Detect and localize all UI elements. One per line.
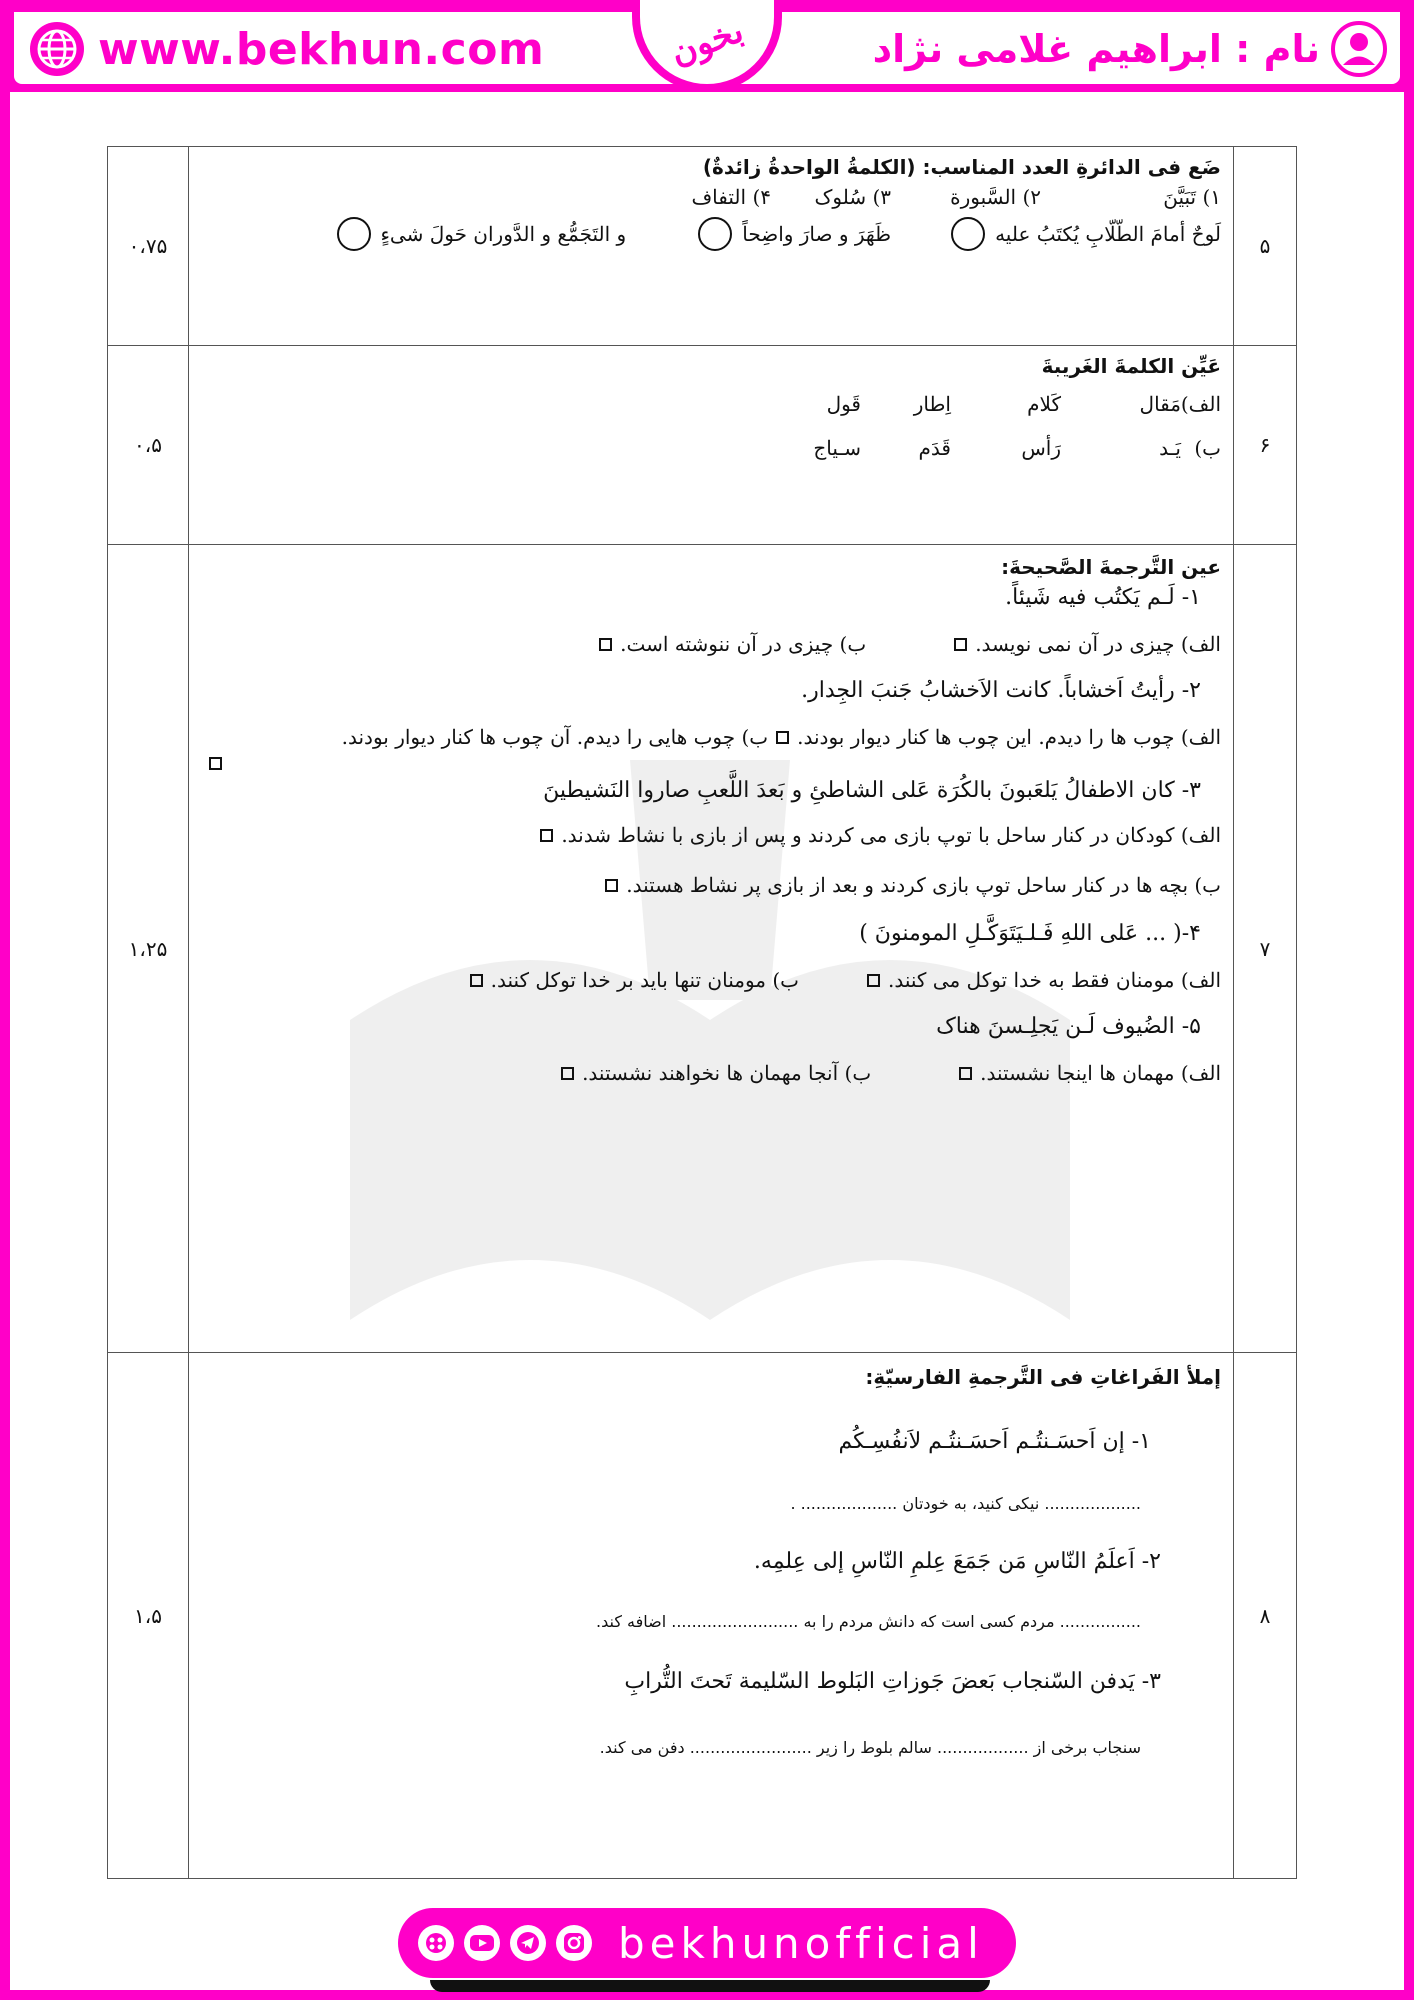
choice-a: الف) چوب ها را دیدم. این چوب ها کنار دیوار بودند.	[797, 725, 1221, 749]
exam-table	[107, 146, 1297, 1879]
choice-b: ب) چیزی در آن ننوشته است.	[620, 632, 867, 656]
question-title: إملأ الفَراغاتِ فی التَّرجمةِ الفارسیّةِ:	[865, 1365, 1221, 1389]
question-number: ۶	[1234, 346, 1297, 545]
choice-b: ب) بچه ها در کنار ساحل توپ بازی کردند و بعد از بازی پر نشاط هستند.	[626, 873, 1221, 897]
sentence-3: ۳- یَدفن السّنجاب بَعضَ جَوزاتِ البَلوط السّلیمة تَحتَ التُّرابِ	[624, 1669, 1161, 1694]
footer-shadow	[430, 1980, 990, 1992]
aparat-icon[interactable]	[418, 1925, 454, 1961]
score-cell: ۱،۲۵	[108, 545, 189, 1353]
option-1: ۱) تَبَیَّنَ	[1163, 185, 1221, 209]
question-row-7	[108, 545, 1297, 1353]
word: سـیاج	[813, 436, 861, 460]
answer-circle[interactable]	[698, 217, 732, 251]
sentence-2: ۲- رأیتُ اَخشاباً. کانت الاَخشابُ جَنبَ الجِدار.	[801, 678, 1201, 703]
checkbox[interactable]	[540, 829, 553, 842]
checkbox[interactable]	[776, 731, 789, 744]
choices-3b	[201, 873, 1221, 897]
checkbox[interactable]	[599, 638, 612, 651]
choices-5	[201, 1061, 1221, 1085]
sentence-2: ۲- اَعلَمُ النّاسِ مَن جَمَعَ عِلمِ النّاسِ إلی عِلمِه.	[753, 1549, 1161, 1574]
group-a	[201, 392, 1221, 416]
word: مَقال	[1139, 392, 1181, 416]
choices-2	[201, 725, 1221, 749]
checkbox[interactable]	[605, 879, 618, 892]
word: رَأس	[1021, 436, 1061, 460]
group-b	[201, 436, 1221, 460]
question-row-5	[108, 147, 1297, 346]
sentence-4: ۴-( ... عَلی اللهِ فَـلـیَتَوَکَّـلِ المومنونَ )	[859, 921, 1201, 946]
question-content	[189, 1353, 1234, 1879]
question-content	[189, 346, 1234, 545]
question-title: ضَع فی الدائرةِ العدد المناسب: (الکلمةُ الواحدةُ زائدةٌ)	[702, 155, 1221, 179]
checkbox[interactable]	[561, 1067, 574, 1080]
choice-a: الف) کودکان در کنار ساحل با توپ بازی می کردند و پس از بازی با نشاط شدند.	[561, 823, 1221, 847]
bekhun-logo: بخون	[665, 10, 749, 74]
footer-bar	[398, 1908, 1016, 1978]
youtube-icon[interactable]	[464, 1925, 500, 1961]
site-link[interactable]	[28, 20, 544, 78]
word: یَـد	[1159, 436, 1181, 460]
question-number: ۷	[1234, 545, 1297, 1353]
fill-line-3: سنجاب برخی از .................. سالم بلوط را زیر ........................ دفن می کند.	[599, 1738, 1141, 1757]
choice-b: ب) مومنان تنها باید بر خدا توکل کنند.	[490, 968, 799, 992]
options-row	[201, 185, 1221, 209]
instagram-icon[interactable]	[556, 1925, 592, 1961]
choices-4	[201, 968, 1221, 992]
definition-3: و التَجَمُّع و الدَّوران حَولَ شیءٍ	[380, 222, 627, 246]
sentence-3: ۳- کان الاطفالُ یَلعَبونَ بالکُرَة عَلی الشاطئِ و بَعدَ اللَّعبِ صاروا النَشیطینَ	[543, 778, 1201, 803]
choices-1	[201, 632, 1221, 656]
answer-circle[interactable]	[337, 217, 371, 251]
answer-circle[interactable]	[951, 217, 985, 251]
choice-a: الف) مهمان ها اینجا نشستند.	[980, 1061, 1221, 1085]
choices-3a	[201, 823, 1221, 847]
word: قَدَم	[918, 436, 951, 460]
sentence-1: ۱- إن اَحسَـنتُـم اَحسَـنتُـم لاَنفُسِـکُم	[838, 1429, 1151, 1454]
group-label: الف)	[1180, 392, 1221, 416]
sentence-5: ۵- الضُیوف لَـن یَجلِـسنَ هناک	[936, 1014, 1201, 1039]
checkbox[interactable]	[209, 757, 222, 770]
site-url[interactable]: www.bekhun.com	[98, 23, 545, 75]
choice-b: ب) چوب هایی را دیدم. آن چوب ها کنار دیوار بودند.	[341, 725, 769, 749]
group-label: ب)	[1194, 436, 1221, 460]
option-2: ۲) السَّبورة	[950, 185, 1041, 209]
choices-2-box	[201, 757, 1221, 770]
definitions-row	[201, 217, 1221, 251]
word: قَول	[826, 392, 861, 416]
question-title: عَیِّن الکلمةَ الغَریبةَ	[1041, 354, 1221, 378]
definition-1: لَوحٌ أمامَ الطّلّابِ یُکتَبُ علیه	[995, 222, 1221, 246]
checkbox[interactable]	[867, 974, 880, 987]
fill-line-1: ................... نیکی کنید، به خودتان ................... .	[790, 1494, 1141, 1513]
question-row-8	[108, 1353, 1297, 1879]
social-handle[interactable]: bekhunofficial	[618, 1918, 984, 1968]
question-number: ۸	[1234, 1353, 1297, 1879]
question-number: ۵	[1234, 147, 1297, 346]
question-content	[189, 545, 1234, 1353]
logo-panel	[640, 0, 774, 84]
checkbox[interactable]	[959, 1067, 972, 1080]
user-icon	[1330, 20, 1388, 78]
score-cell: ۱،۵	[108, 1353, 189, 1879]
telegram-icon[interactable]	[510, 1925, 546, 1961]
student-name	[873, 20, 1388, 78]
name-label: نام : ابراهیم غلامی نژاد	[872, 27, 1320, 71]
fill-line-2: ................ مردم کسی است که دانش مردم را به ......................... اضافه کند.	[596, 1612, 1141, 1631]
checkbox[interactable]	[470, 974, 483, 987]
checkbox[interactable]	[954, 638, 967, 651]
option-3: ۳) سُلوک	[814, 185, 891, 209]
definition-2: ظَهَرَ و صارَ واضِحاً	[742, 222, 892, 246]
choice-a: الف) مومنان فقط به خدا توکل می کنند.	[888, 968, 1221, 992]
sentence-1: ۱- لَـم یَکتُب فیه شَیئاً.	[1005, 585, 1201, 610]
question-content	[189, 147, 1234, 346]
question-row-6	[108, 346, 1297, 545]
choice-b: ب) آنجا مهمان ها نخواهند نشستند.	[582, 1061, 872, 1085]
word: اِطار	[913, 392, 951, 416]
choice-a: الف) چیزی در آن نمی نویسد.	[975, 632, 1221, 656]
word: کَلام	[1027, 392, 1061, 416]
question-title: عین التَّرجمةَ الصَّحیحةَ:	[1001, 555, 1221, 579]
option-4: ۴) التفاف	[691, 185, 771, 209]
score-cell: ۰،۵	[108, 346, 189, 545]
globe-icon	[28, 20, 86, 78]
score-cell: ۰،۷۵	[108, 147, 189, 346]
